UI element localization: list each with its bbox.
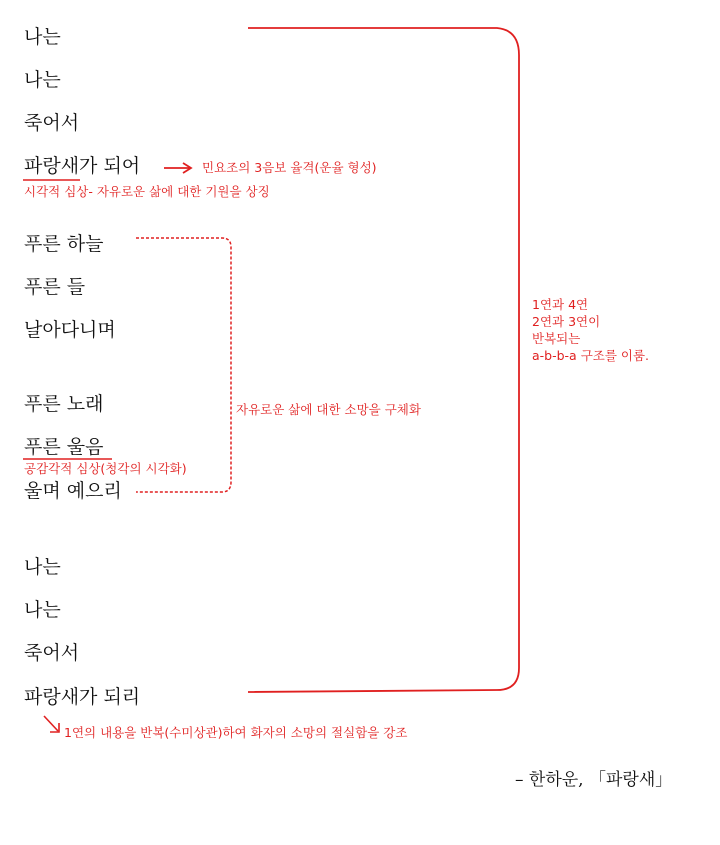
poem-line-4-1: 나는 xyxy=(24,556,61,578)
annotation-concretize: 자유로운 삶에 대한 소망을 구체화 xyxy=(236,402,421,417)
poem-line-4-4: 파랑새가 되리 xyxy=(24,686,141,708)
poem-line-2-2: 푸른 들 xyxy=(24,276,86,298)
poem-line-2-3: 날아다니며 xyxy=(24,319,116,341)
large-bracket xyxy=(248,28,519,692)
poem-line-4-3: 죽어서 xyxy=(24,642,80,664)
arrow-right-icon xyxy=(164,163,191,173)
poem-line-1-1: 나는 xyxy=(24,26,61,48)
structure-line-1: 1연과 4연 xyxy=(532,297,589,312)
dashed-bracket xyxy=(136,238,231,492)
annotation-synesthesia: 공감각적 심상(청각의 시각화) xyxy=(24,461,187,476)
poem-line-1-3: 죽어서 xyxy=(24,112,80,134)
poem-line-1-2: 나는 xyxy=(24,69,61,91)
attribution: – 한하운, 「파랑새」 xyxy=(515,770,673,790)
poem-line-1-4: 파랑새가 되어 xyxy=(24,155,141,177)
poem-line-3-3: 울며 예으리 xyxy=(24,480,122,502)
poem-line-3-2: 푸른 울음 xyxy=(24,436,104,458)
poem-line-4-2: 나는 xyxy=(24,599,61,621)
poem-line-3-1: 푸른 노래 xyxy=(24,393,104,415)
annotation-rhythm: 민요조의 3음보 율격(운율 형성) xyxy=(202,160,377,175)
structure-line-4: a-b-b-a 구조를 이룸. xyxy=(532,348,650,363)
annotation-visual-image: 시각적 심상- 자유로운 삶에 대한 기원을 상징 xyxy=(24,184,270,199)
annotation-repetition: 1연의 내용을 반복(수미상관)하여 화자의 소망의 절실함을 강조 xyxy=(64,725,408,740)
arrow-down-right-icon xyxy=(44,716,59,732)
poem-line-2-1: 푸른 하늘 xyxy=(24,233,104,255)
structure-line-2: 2연과 3연이 xyxy=(532,314,601,329)
structure-line-3: 반복되는 xyxy=(532,331,581,346)
